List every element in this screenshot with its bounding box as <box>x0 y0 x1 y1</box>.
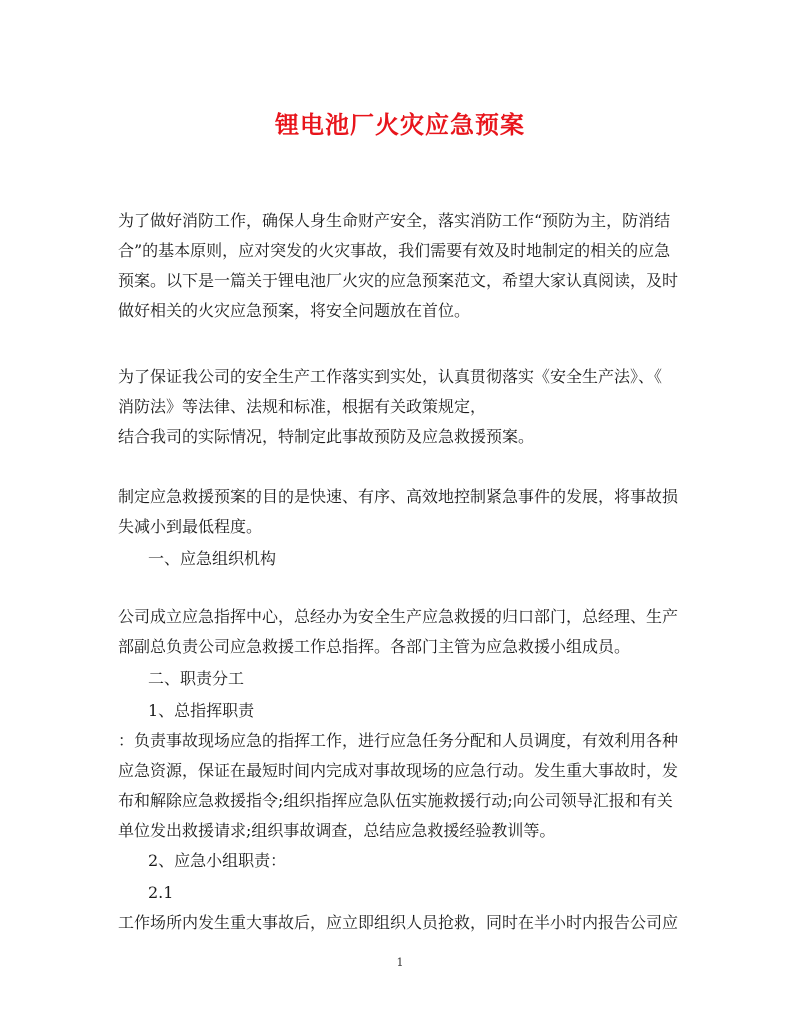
intro-paragraph: 为了做好消防工作，确保人身生命财产安全，落实消防工作“预防为主，防消结 合”的基本原则，应对突发的火灾事故，我们需要有效及时地制定的相关的应急 预案。以下是一篇关于锂电池厂火灾的应急预案范文，希望大家认真阅读，及时 做好相关的火灾应急预案，将安全问题放在首位。 <box>118 211 679 320</box>
section-heading-duties: 二、职责分工 <box>148 669 245 688</box>
subsection-heading-commander: 1、总指挥职责 <box>148 701 255 720</box>
subsection-heading-team: 2、应急小组职责： <box>148 851 287 870</box>
organization-paragraph: 公司成立应急指挥中心，总经办为安全生产应急救援的归口部门，总经理、生产 部副总负责公司应急救援工作总指挥。各部门主管为应急救援小组成员。 <box>118 607 679 656</box>
team-duties-paragraph: 工作场所内发生重大事故后，应立即组织人员抢救，同时在半小时内报告公司应 <box>118 913 679 932</box>
commander-duties-paragraph: ：负责事故现场应急的指挥工作，进行应急任务分配和人员调度，有效利用各种 应急资源，保证在最短时间内完成对事故现场的应急行动。发生重大事故时，发 布和解除应急救援指令;组织指挥应急队伍实施救援行动;向公司领导汇报和有关 单位发出救援请求;组织事故调查，总结应急救援经验教训等。 <box>118 731 679 840</box>
document-title: 锂电池厂火灾应急预案 <box>275 110 525 139</box>
purpose-paragraph: 制定应急救援预案的目的是快速、有序、高效地控制紧急事件的发展，将事故损 失减小到最低程度。 <box>118 487 679 536</box>
section-heading-organization: 一、应急组织机构 <box>148 549 277 568</box>
subsection-label-2-1: 2.1 <box>148 883 174 902</box>
basis-paragraph: 为了保证我公司的安全生产工作落实到实处，认真贯彻落实《安全生产法》、《 消防法》等法律、法规和标准，根据有关政策规定， 结合我司的实际情况，特制定此事故预防及应急救援预案。 <box>118 367 663 446</box>
page-number: 1 <box>396 956 404 969</box>
